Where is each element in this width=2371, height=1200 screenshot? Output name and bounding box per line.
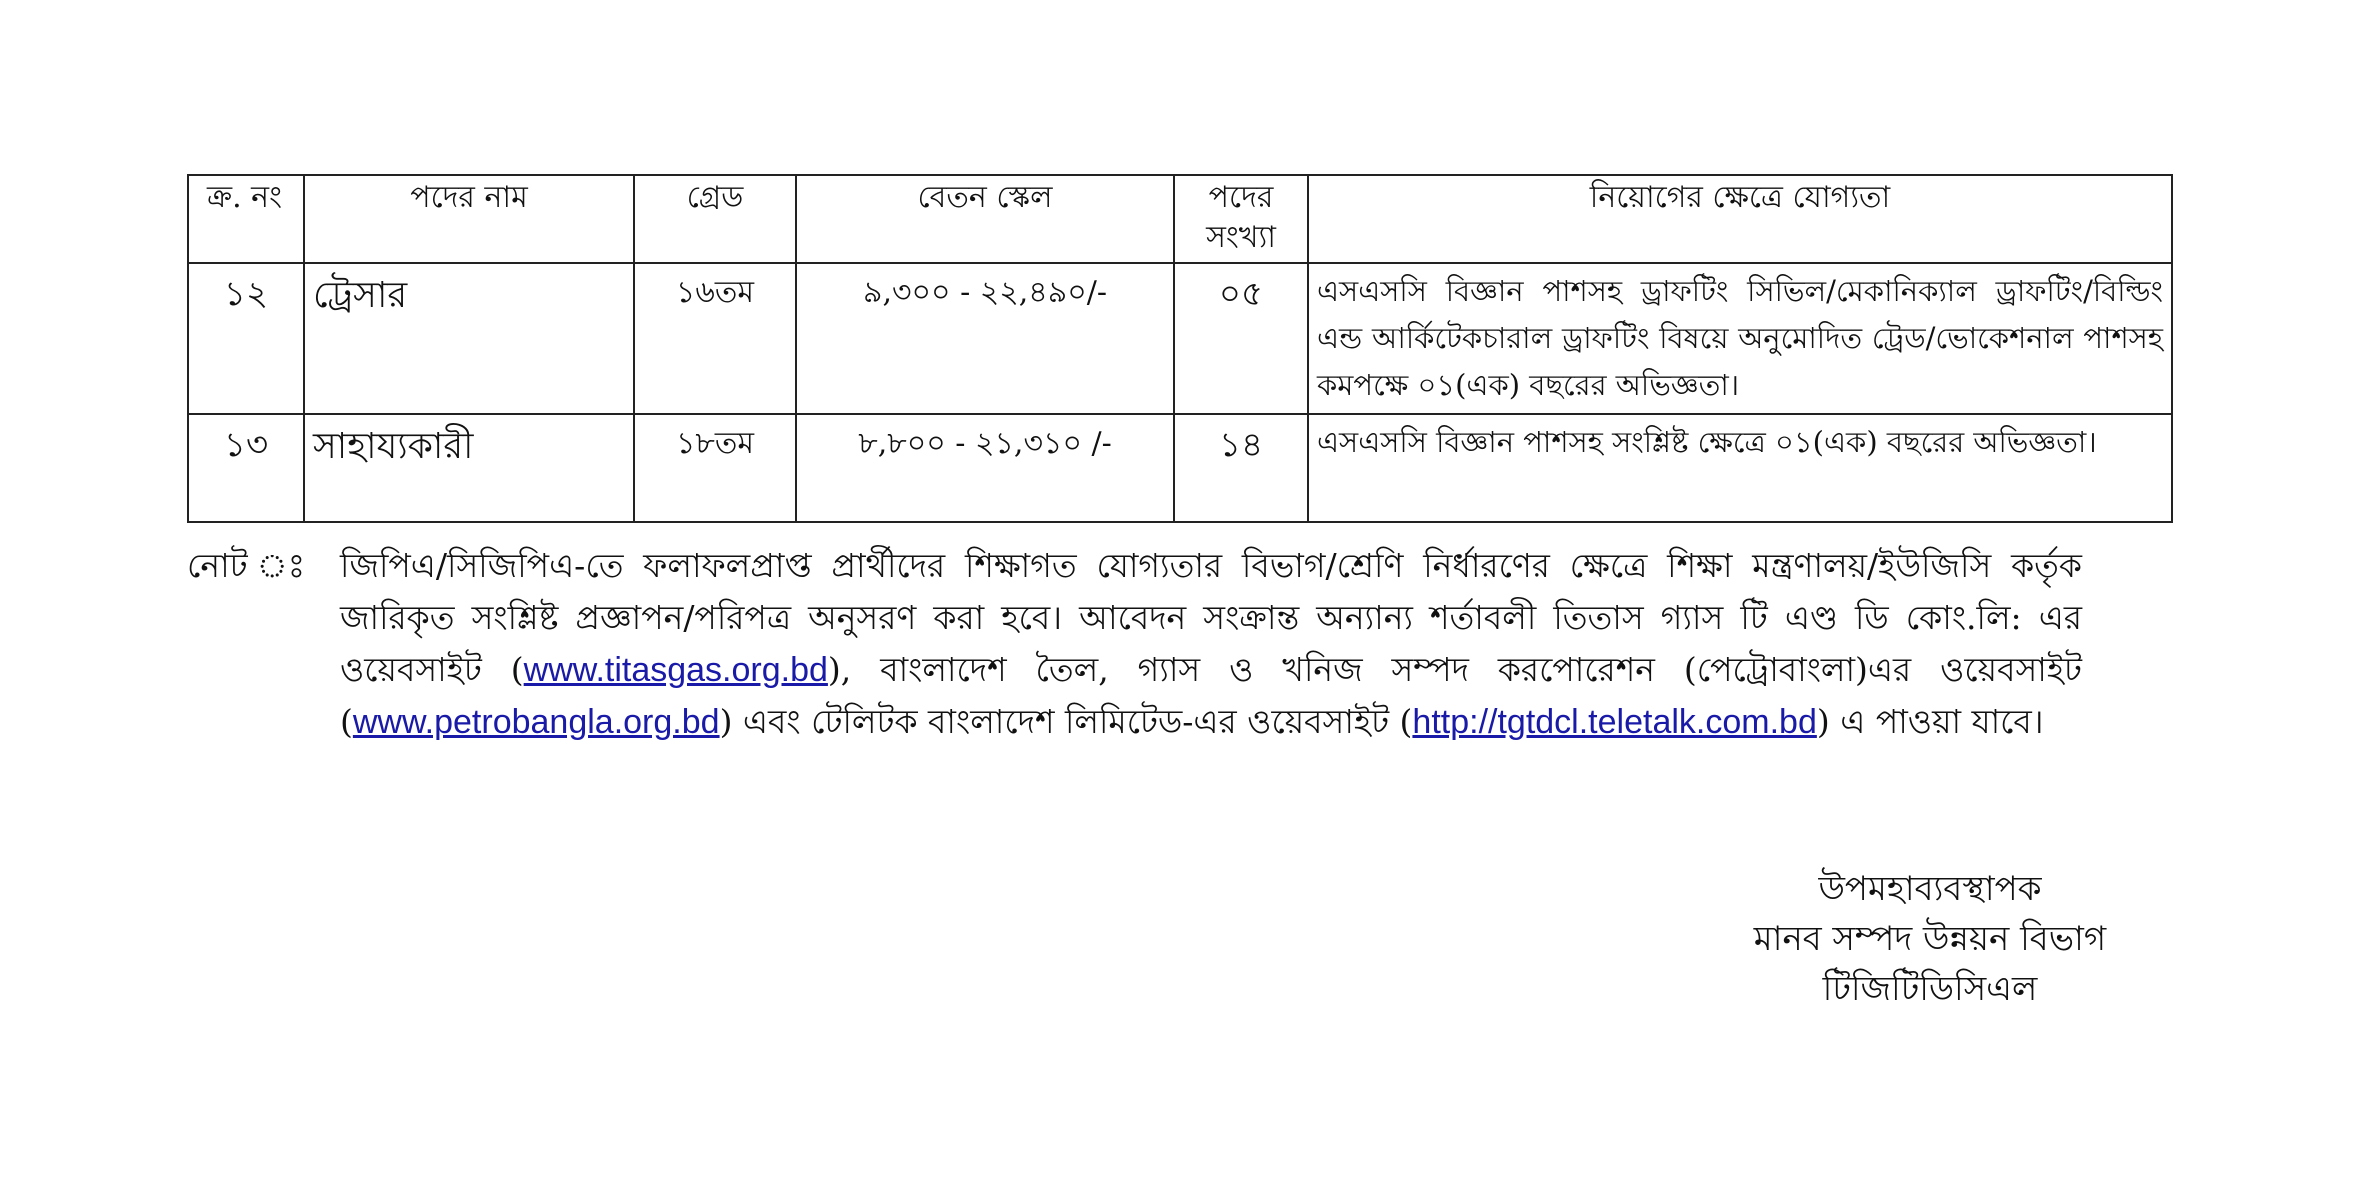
recruitment-table bbox=[187, 174, 2173, 523]
cell-post-name: ট্রেসার bbox=[304, 263, 634, 414]
cell-post-name: সাহায্যকারী bbox=[304, 414, 634, 522]
note-text: ) এ পাওয়া যাবে। bbox=[1816, 702, 2044, 741]
note-text: ) এবং টেলিটক বাংলাদেশ লিমিটেড-এর ওয়েবসাইট ( bbox=[719, 702, 1413, 741]
header-post-count: পদের সংখ্যা bbox=[1174, 175, 1308, 263]
cell-pay-scale: ৯,৩০০ - ২২,৪৯০/- bbox=[796, 263, 1174, 414]
signature-designation: উপমহাব্যবস্থাপক bbox=[1818, 869, 2042, 909]
cell-post-count: ১৪ bbox=[1174, 414, 1308, 522]
table-header-row bbox=[188, 175, 2172, 263]
signature-block bbox=[1680, 864, 2180, 1014]
cell-pay-scale: ৮,৮০০ - ২১,৩১০ /- bbox=[796, 414, 1174, 522]
note-body bbox=[340, 540, 2082, 748]
cell-grade: ১৮তম bbox=[634, 414, 796, 522]
cell-serial: ১৩ bbox=[188, 414, 304, 522]
cell-qualification: এসএসসি বিজ্ঞান পাশসহ সংশ্লিষ্ট ক্ষেত্রে ০১(এক) বছরের অভিজ্ঞতা। bbox=[1308, 414, 2172, 522]
cell-post-count: ০৫ bbox=[1174, 263, 1308, 414]
table-row bbox=[188, 414, 2172, 522]
signature-organization: টিজিটিডিসিএল bbox=[1822, 969, 2038, 1009]
header-post-name: পদের নাম bbox=[304, 175, 634, 263]
signature-department: মানব সম্পদ উন্নয়ন বিভাগ bbox=[1753, 919, 2107, 959]
petrobangla-link[interactable]: www.petrobangla.org.bd bbox=[352, 703, 720, 741]
cell-grade: ১৬তম bbox=[634, 263, 796, 414]
teletalk-link[interactable]: http://tgtdcl.teletalk.com.bd bbox=[1412, 703, 1817, 741]
header-serial: ক্র. নং bbox=[188, 175, 304, 263]
note-label: নোট ঃ bbox=[187, 546, 306, 585]
note-text: ), বাংলাদেশ তৈল, গ্যাস ও খনিজ সম্পদ করপোরেশন (পেট্রোবাংলা)এর ওয়েবসাইট ( bbox=[340, 650, 2082, 741]
header-grade: গ্রেড bbox=[634, 175, 796, 263]
cell-serial: ১২ bbox=[188, 263, 304, 414]
header-pay-scale: বেতন স্কেল bbox=[796, 175, 1174, 263]
table-row bbox=[188, 263, 2172, 414]
note-text: জিপিএ/সিজিপিএ-তে ফলাফলপ্রাপ্ত প্রার্থীদের শিক্ষাগত যোগ্যতার বিভাগ/শ্রেণি নির্ধারণের ক্ষেত্রে শিক্ষা মন্ত্রণালয়/ইউজিসি কর্তৃক জারিকৃত সংশ্লিষ্ট প্রজ্ঞাপন/পরিপত্র অনুসরণ করা হবে। আবেদন সংক্রান্ত অন্যান্য শর্তাবলী তিতাস গ্যাস টি এণ্ড ডি কোং.লি: এর ওয়েবসাইট ( bbox=[340, 546, 2083, 689]
cell-qualification: এসএসসি বিজ্ঞান পাশসহ ড্রাফটিং সিভিল/মেকানিক্যাল ড্রাফটিং/বিল্ডিং এন্ড আর্কিটেকচারাল ড্রাফটিং বিষয়ে অনুমোদিত ট্রেড/ভোকেশনাল পাশসহ কমপক্ষে ০১(এক) বছরের অভিজ্ঞতা। bbox=[1308, 263, 2172, 414]
titasgas-link[interactable]: www.titasgas.org.bd bbox=[523, 651, 828, 689]
header-qualification: নিয়োগের ক্ষেত্রে যোগ্যতা bbox=[1308, 175, 2172, 263]
